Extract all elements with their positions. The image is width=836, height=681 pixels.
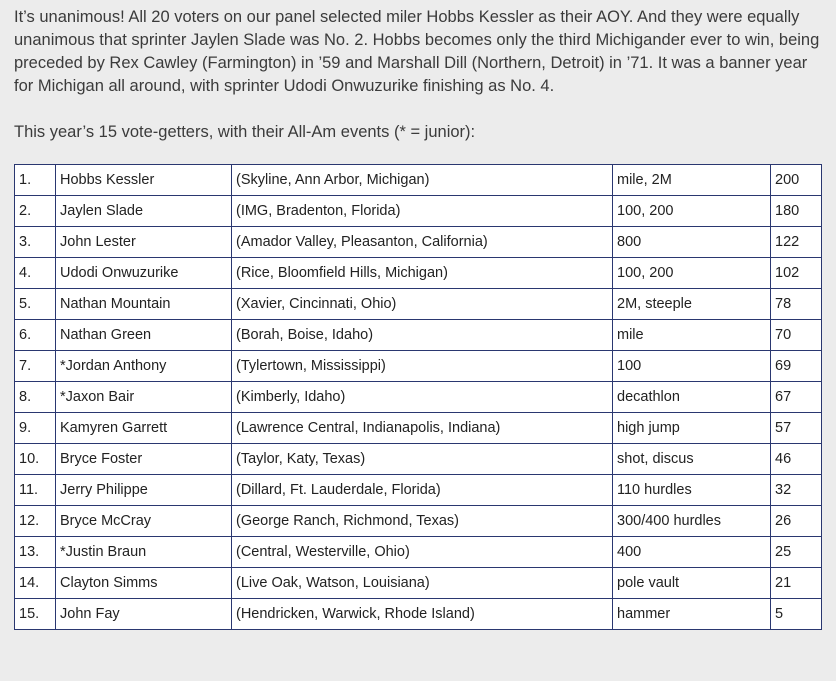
points-cell: 32 xyxy=(771,475,822,506)
events-cell: 100, 200 xyxy=(613,196,771,227)
name-cell: Nathan Mountain xyxy=(56,289,232,320)
rank-cell: 4. xyxy=(15,258,56,289)
school-cell: (Amador Valley, Pleasanton, California) xyxy=(232,227,613,258)
points-cell: 57 xyxy=(771,413,822,444)
points-cell: 70 xyxy=(771,320,822,351)
school-cell: (Taylor, Katy, Texas) xyxy=(232,444,613,475)
events-cell: 400 xyxy=(613,537,771,568)
name-cell: Kamyren Garrett xyxy=(56,413,232,444)
vote-getters-table xyxy=(14,164,822,630)
events-cell: hammer xyxy=(613,599,771,630)
points-cell: 69 xyxy=(771,351,822,382)
rank-cell: 11. xyxy=(15,475,56,506)
table-row xyxy=(15,506,822,537)
name-cell: *Jaxon Bair xyxy=(56,382,232,413)
events-cell: 100 xyxy=(613,351,771,382)
school-cell: (Hendricken, Warwick, Rhode Island) xyxy=(232,599,613,630)
name-cell: *Jordan Anthony xyxy=(56,351,232,382)
events-cell: 300/400 hurdles xyxy=(613,506,771,537)
name-cell: *Justin Braun xyxy=(56,537,232,568)
table-row xyxy=(15,258,822,289)
name-cell: Udodi Onwuzurike xyxy=(56,258,232,289)
school-cell: (Dillard, Ft. Lauderdale, Florida) xyxy=(232,475,613,506)
table-row xyxy=(15,227,822,258)
table-row xyxy=(15,568,822,599)
table-row xyxy=(15,444,822,475)
points-cell: 67 xyxy=(771,382,822,413)
points-cell: 46 xyxy=(771,444,822,475)
school-cell: (Skyline, Ann Arbor, Michigan) xyxy=(232,165,613,196)
rank-cell: 14. xyxy=(15,568,56,599)
table-row xyxy=(15,382,822,413)
school-cell: (Central, Westerville, Ohio) xyxy=(232,537,613,568)
name-cell: Clayton Simms xyxy=(56,568,232,599)
rank-cell: 1. xyxy=(15,165,56,196)
rank-cell: 3. xyxy=(15,227,56,258)
table-row xyxy=(15,413,822,444)
school-cell: (Live Oak, Watson, Louisiana) xyxy=(232,568,613,599)
events-cell: high jump xyxy=(613,413,771,444)
name-cell: John Fay xyxy=(56,599,232,630)
table-row xyxy=(15,289,822,320)
rank-cell: 6. xyxy=(15,320,56,351)
name-cell: Jerry Philippe xyxy=(56,475,232,506)
points-cell: 122 xyxy=(771,227,822,258)
events-cell: 2M, steeple xyxy=(613,289,771,320)
school-cell: (Borah, Boise, Idaho) xyxy=(232,320,613,351)
rank-cell: 2. xyxy=(15,196,56,227)
table-body xyxy=(15,165,822,630)
points-cell: 26 xyxy=(771,506,822,537)
rank-cell: 10. xyxy=(15,444,56,475)
name-cell: John Lester xyxy=(56,227,232,258)
table-row xyxy=(15,537,822,568)
table-row xyxy=(15,599,822,630)
name-cell: Jaylen Slade xyxy=(56,196,232,227)
name-cell: Bryce McCray xyxy=(56,506,232,537)
points-cell: 200 xyxy=(771,165,822,196)
table-row xyxy=(15,196,822,227)
events-cell: shot, discus xyxy=(613,444,771,475)
school-cell: (Lawrence Central, Indianapolis, Indiana) xyxy=(232,413,613,444)
school-cell: (IMG, Bradenton, Florida) xyxy=(232,196,613,227)
points-cell: 5 xyxy=(771,599,822,630)
events-cell: mile xyxy=(613,320,771,351)
table-row xyxy=(15,351,822,382)
rank-cell: 15. xyxy=(15,599,56,630)
table-row xyxy=(15,320,822,351)
points-cell: 78 xyxy=(771,289,822,320)
points-cell: 25 xyxy=(771,537,822,568)
school-cell: (George Ranch, Richmond, Texas) xyxy=(232,506,613,537)
school-cell: (Tylertown, Mississippi) xyxy=(232,351,613,382)
points-cell: 180 xyxy=(771,196,822,227)
events-cell: 100, 200 xyxy=(613,258,771,289)
rank-cell: 7. xyxy=(15,351,56,382)
events-cell: pole vault xyxy=(613,568,771,599)
rank-cell: 8. xyxy=(15,382,56,413)
intro-paragraph: It’s unanimous! All 20 voters on our panel selected miler Hobbs Kessler as their AOY. And they were equally unanimous that sprinter Jaylen Slade was No. 2. Hobbs becomes only the third Michigander ever to win, being preceded by Rex Cawley (Farmington) in ’59 and Marshall Dill (Northern, Detroit) in ’71. It was a banner year for Michigan all around, with sprinter Udodi Onwuzurike finishing as No. 4. xyxy=(14,8,820,95)
rank-cell: 5. xyxy=(15,289,56,320)
points-cell: 21 xyxy=(771,568,822,599)
events-cell: decathlon xyxy=(613,382,771,413)
rank-cell: 9. xyxy=(15,413,56,444)
school-cell: (Xavier, Cincinnati, Ohio) xyxy=(232,289,613,320)
name-cell: Hobbs Kessler xyxy=(56,165,232,196)
rank-cell: 13. xyxy=(15,537,56,568)
events-cell: mile, 2M xyxy=(613,165,771,196)
table-row xyxy=(15,475,822,506)
points-cell: 102 xyxy=(771,258,822,289)
name-cell: Bryce Foster xyxy=(56,444,232,475)
table-caption: This year’s 15 vote-getters, with their All-Am events (* = junior): xyxy=(14,123,476,141)
name-cell: Nathan Green xyxy=(56,320,232,351)
events-cell: 110 hurdles xyxy=(613,475,771,506)
events-cell: 800 xyxy=(613,227,771,258)
table-row xyxy=(15,165,822,196)
school-cell: (Rice, Bloomfield Hills, Michigan) xyxy=(232,258,613,289)
school-cell: (Kimberly, Idaho) xyxy=(232,382,613,413)
rank-cell: 12. xyxy=(15,506,56,537)
